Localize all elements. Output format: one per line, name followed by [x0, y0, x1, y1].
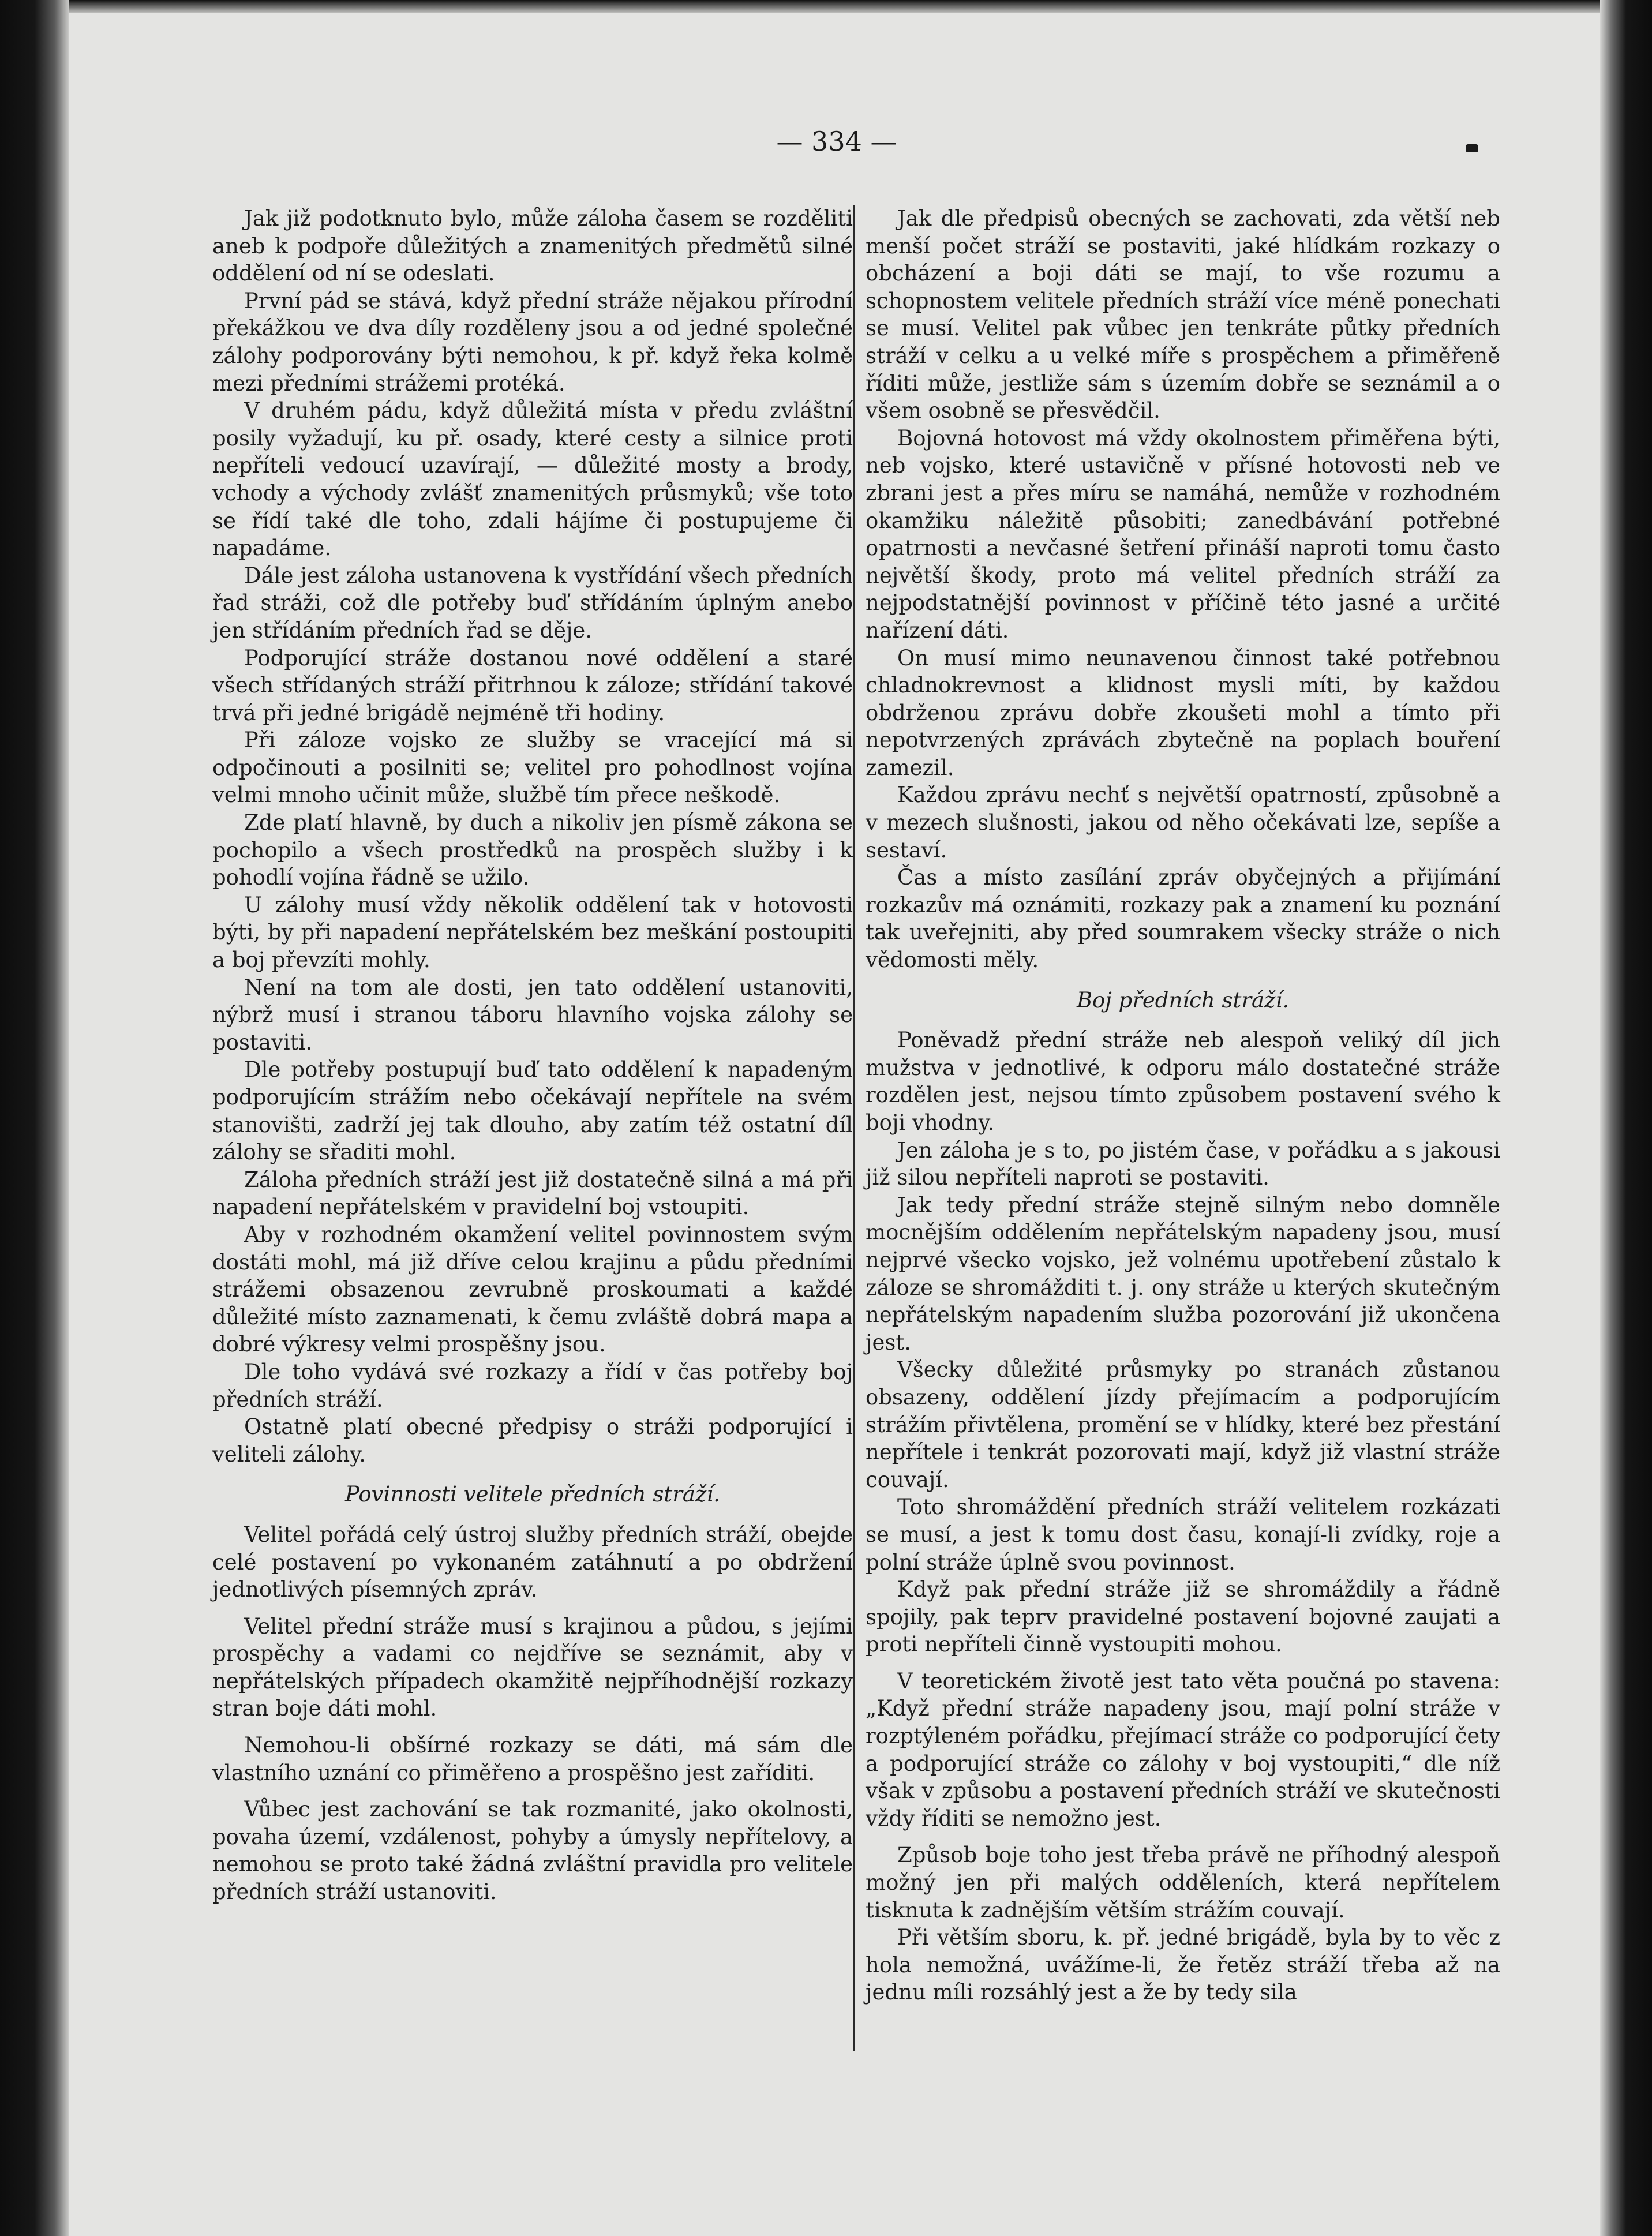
paragraph: Vůbec jest zachování se tak rozmanité, jako okolnosti, povaha území, vzdálenost, pohyby a úmysly nepřítelovy, a nemohou se proto také žádná zvláštní pravidla pro velitele předních stráží ustanoviti. [212, 1797, 853, 1905]
page-number: — 334 — [776, 126, 897, 157]
paragraph: Každou zprávu nechť s největší opatrností, způsobně a v mezech slušnosti, jakou od něho očekávati lze, sepíše a sestaví. [866, 782, 1500, 863]
paragraph: Při větším sboru, k. př. jedné brigádě, byla by to věc z hola nemožná, uvážíme-li, že řetěz stráží třeba až na jednu míli rozsáhlý jest a že by tedy sila [866, 1925, 1500, 2005]
scan-edge-right [1600, 0, 1652, 2236]
paragraph: Zde platí hlavně, by duch a nikoliv jen písmě zákona se pochopilo a všech prostředků na prospěch služby i k pohodlí vojína řádně se užilo. [212, 810, 853, 890]
paragraph: Jen záloha je s to, po jistém čase, v pořádku a s jakousi již silou nepříteli naproti se postaviti. [866, 1137, 1500, 1190]
paragraph: Jak dle předpisů obecných se zachovati, zda větší neb menší počet stráží se postaviti, jaké hlídkám rozkazy o obcházení a boji dáti se mají, to vše rozumu a schopnostem velitele předních stráží více méně ponechati se musí. Velitel pak vůbec jen tenkráte půtky předních stráží v celku a u velké míře s prospěchem a přiměřeně říditi může, jestliže sám s územím dobře se seznámil a o všem osobně se přesvědčil. [866, 206, 1500, 424]
paragraph: Při záloze vojsko ze služby se vracející má si odpočinouti a posilniti se; velitel pro pohodlnost vojína velmi mnoho učinit může, službě tím přece neškodě. [212, 728, 853, 808]
paragraph: Dle potřeby postupují buď tato oddělení k napadeným podporujícím strážím nebo očekávají nepřítele na svém stanovišti, zadrží jej tak dlouho, aby zatím též ostatní díl zálohy se sřaditi mohl. [212, 1057, 853, 1165]
paragraph: Způsob boje toho jest třeba právě ne příhodný alespoň možný jen při malých odděleních, která nepřítelem tisknuta k zadnějším větším strážím couvají. [866, 1842, 1500, 1923]
paragraph: Dle toho vydává své rozkazy a řídí v čas potřeby boj předních stráží. [212, 1359, 853, 1412]
paragraph: Jak tedy přední stráže stejně silným nebo domněle mocnějším oddělením nepřátelským napadeny jsou, musí nejprvé všecko vojsko, jež volnému upotřebení zůstalo k záloze se shromážditi t. j. ony stráže u kterých skutečným nepřátelským napadením služba pozorování již ukončena jest. [866, 1192, 1500, 1355]
scan-edge-top [0, 0, 1652, 13]
paragraph: Aby v rozhodném okamžení velitel povinnostem svým dostáti mohl, má již dříve celou krajinu a půdu předními strážemi obsazenou zevrubně proskoumati a každé důležité místo zaznamenati, k čemu zvláště dobrá mapa a dobré výkresy velmi prospěšny jsou. [212, 1222, 853, 1357]
paragraph: Dále jest záloha ustanovena k vystřídání všech předních řad stráži, což dle potřeby buď střídáním úplným anebo jen střídáním předních řad se děje. [212, 563, 853, 643]
paragraph: Velitel pořádá celý ústroj služby předních stráží, obejde celé postavení po vykonaném zatáhnutí a po obdržení jednotlivých písemných zpráv. [212, 1522, 853, 1602]
paragraph: Poněvadž přední stráže neb alespoň veliký díl jich mužstva v jednotlivé, k odporu málo dostatečné stráže rozdělen jest, nejsou tímto způsobem postavení svého k boji vhodny. [866, 1028, 1500, 1135]
section-heading: Povinnosti velitele předních stráží. [344, 1482, 721, 1507]
right-column [866, 205, 1500, 2006]
paragraph: On musí mimo neunavenou činnost také potřebnou chladnokrevnost a klidnost mysli míti, by každou obdrženou zprávu dobře zkoušeti mohl a tímto při nepotvrzených zprávách zbytečně na poplach bouření zamezil. [866, 645, 1500, 780]
ink-mark [1466, 144, 1478, 152]
paragraph: Bojovná hotovost má vždy okolnostem přiměřena býti, neb vojsko, které ustavičně v přísné hotovosti neb ve zbrani jest a přes míru se namáhá, nemůže v rozhodném okamžiku náležitě působiti; zanedbávání potřebné opatrnosti a nevčasné šetření přináší naproti tomu často největší škody, proto má velitel předních stráží za nejpodstatnější povinnost v příčině této jasné a určité nařízení dáti. [866, 425, 1500, 643]
paragraph: Velitel přední stráže musí s krajinou a půdou, s jejími prospěchy a vadami co nejdříve se seznámit, aby v nepřátelských případech okamžitě nejpříhodnější rozkazy stran boje dáti mohl. [212, 1613, 853, 1721]
paragraph: První pád se stává, když přední stráže nějakou přírodní překážkou ve dva díly rozděleny jsou a od jedné společné zálohy podporovány býti nemohou, k př. když řeka kolmě mezi předními strážemi protéká. [212, 288, 853, 396]
section-heading: Boj předních stráží. [1076, 987, 1290, 1013]
column-divider [853, 205, 855, 2051]
paragraph: Všecky důležité průsmyky po stranách zůstanou obsazeny, oddělení jízdy přejímacím a podporujícím strážím přivtělena, promění se v hlídky, které bez přestání nepřítele i tenkrát pozorovati mají, když již vlastní stráže couvají. [866, 1357, 1500, 1492]
paragraph: Není na tom ale dosti, jen tato oddělení ustanoviti, nýbrž musí i stranou táboru hlavního vojska zálohy se postaviti. [212, 975, 853, 1055]
paragraph: U zálohy musí vždy několik oddělení tak v hotovosti býti, by při napadení nepřátelském bez meškání postoupiti a boj převzíti mohly. [212, 892, 853, 973]
paragraph: Čas a místo zasílání zpráv obyčejných a přijímání rozkazův má oznámiti, rozkazy pak a znamení ku poznání tak uveřejniti, aby před soumrakem všecky stráže o nich vědomosti měly. [866, 865, 1500, 973]
paragraph: Podporující stráže dostanou nové oddělení a staré všech střídaných stráží přitrhnou k záloze; střídání takové trvá při jedné brigádě nejméně tři hodiny. [212, 645, 853, 725]
paragraph: V druhém pádu, když důležitá místa v předu zvláštní posily vyžadují, ku př. osady, které cesty a silnice proti nepříteli vedoucí uzavírají, — důležité mosty a brody, vchody a východy zvlášť znamenitých průsmyků; vše toto se řídí také dle toho, zdali hájíme či postupujeme či napadáme. [212, 398, 853, 561]
paragraph: Jak již podotknuto bylo, může záloha časem se rozděliti aneb k podpoře důležitých a znamenitých předmětů silné oddělení od ní se odeslati. [212, 206, 853, 286]
paragraph: Nemohou-li obšírné rozkazy se dáti, má sám dle vlastního uznání co přiměřeno a prospěšno jest zaříditi. [212, 1733, 853, 1785]
paragraph: Toto shromáždění předních stráží velitelem rozkázati se musí, a jest k tomu dost času, konají-li zvídky, roje a polní stráže úplně svou povinnost. [866, 1495, 1500, 1575]
left-column [212, 205, 853, 1906]
paragraph: V teoretickém životě jest tato věta poučná po stavena: „Když přední stráže napadeny jsou, mají polní stráže v rozptýleném pořádku, přejímací stráže co podporující čety a podporující stráže co zálohy v boj vystoupiti,“ dle níž však v způsobu a postavení předních stráží ve skutečnosti vždy říditi se nemožno jest. [866, 1668, 1500, 1831]
paragraph: Záloha předních stráží jest již dostatečně silná a má při napadení nepřátelském v pravidelní boj vstoupiti. [212, 1167, 853, 1220]
scan-edge-left [0, 0, 69, 2236]
paragraph: Ostatně platí obecné předpisy o stráži podporující i veliteli zálohy. [212, 1414, 853, 1467]
paragraph: Když pak přední stráže již se shromáždily a řádně spojily, pak teprv pravidelné postavení bojovné zaujati a proti nepříteli činně vystoupiti mohou. [866, 1577, 1500, 1657]
